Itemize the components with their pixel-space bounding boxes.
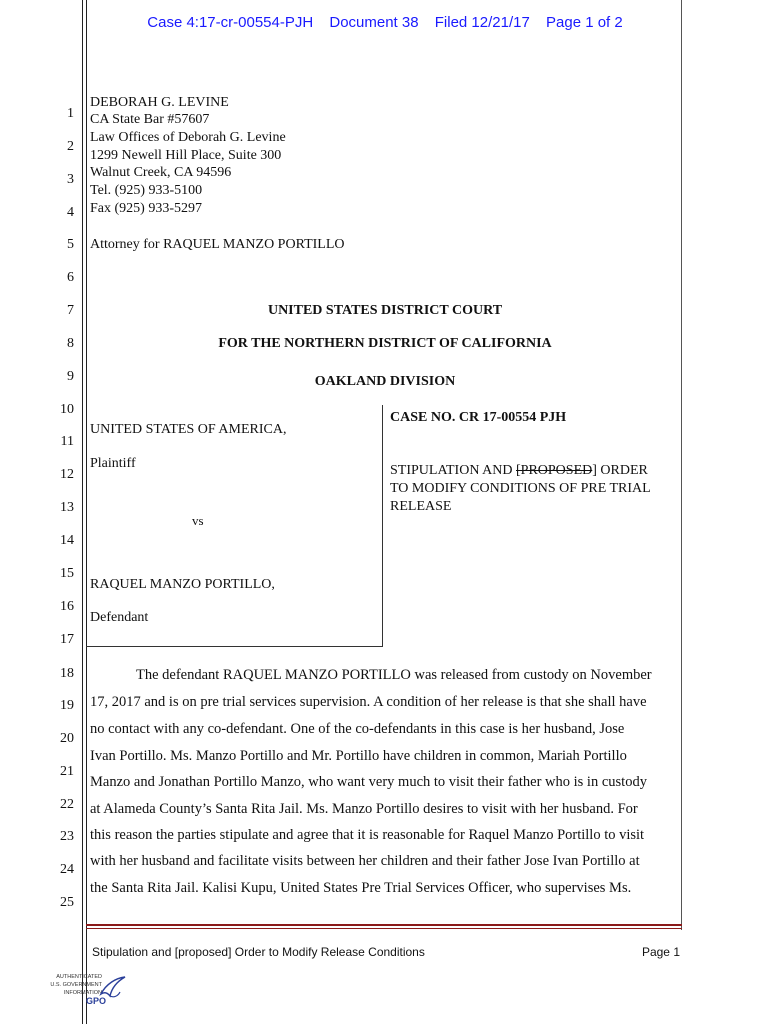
- line-number: 12: [60, 467, 74, 482]
- body-line: no contact with any co-defendant. One of the co-defendants in this case is her husband, Jose: [90, 721, 625, 737]
- body-line: at Alameda County’s Santa Rita Jail. Ms. Manzo Portillo desires to visit with her husband. For: [90, 801, 638, 817]
- title-suffix: ] ORDER: [592, 463, 648, 478]
- line-number: 24: [60, 862, 74, 877]
- line-number: 6: [67, 270, 74, 285]
- gpo-seal: [40, 972, 130, 1018]
- court-division: OAKLAND DIVISION: [314, 374, 456, 389]
- caption-rule-vertical: [382, 405, 383, 647]
- plaintiff-name: UNITED STATES OF AMERICA,: [90, 422, 287, 437]
- defendant-label: Defendant: [90, 610, 149, 625]
- gpo-line1: AUTHENTICATED: [56, 974, 102, 980]
- case-no: CASE NO. CR 17-00554 PJH: [390, 410, 567, 425]
- line-number: 9: [67, 369, 74, 384]
- footer-rule-bottom: [86, 928, 682, 929]
- defendant-name: RAQUEL MANZO PORTILLO,: [90, 577, 275, 592]
- attorney-street: 1299 Newell Hill Place, Suite 300: [90, 148, 282, 163]
- footer-rule-top: [86, 924, 682, 926]
- line-number: 21: [60, 764, 74, 779]
- plaintiff-label: Plaintiff: [90, 456, 136, 471]
- attorney-firm: Law Offices of Deborah G. Levine: [90, 130, 286, 145]
- document-title-line2: TO MODIFY CONDITIONS OF PRE TRIAL: [390, 481, 651, 496]
- document-title-line3: RELEASE: [390, 499, 452, 514]
- line-number: 25: [60, 895, 74, 910]
- attorney-city: Walnut Creek, CA 94596: [90, 165, 232, 180]
- attorney-for: Attorney for RAQUEL MANZO PORTILLO: [90, 237, 345, 252]
- line-number: 22: [60, 797, 74, 812]
- line-number: 14: [60, 533, 74, 548]
- line-number: 19: [60, 698, 74, 713]
- footer-page: Page 1: [641, 945, 680, 959]
- line-number: 2: [67, 139, 74, 154]
- line-number: 11: [60, 434, 74, 449]
- court-district: FOR THE NORTHERN DISTRICT OF CALIFORNIA: [218, 336, 552, 351]
- line-number: 23: [60, 829, 74, 844]
- document-title-line1: [390, 463, 648, 479]
- gpo-mark: GPO: [86, 996, 107, 1006]
- filed-date: Filed 12/21/17: [434, 14, 530, 31]
- line-number: 17: [60, 632, 74, 647]
- body-line: with her husband and facilitate visits between her children and their father Jose Ivan Portillo at: [90, 853, 640, 869]
- attorney-bar: CA State Bar #57607: [90, 112, 210, 127]
- line-number: 1: [67, 106, 74, 121]
- body-line: the Santa Rita Jail. Kalisi Kupu, United States Pre Trial Services Officer, who supervises Ms.: [90, 880, 632, 896]
- body-line: Manzo and Jonathan Portillo Manzo, who want very much to visit their father who is in custody: [90, 774, 647, 790]
- page-count: Page 1 of 2: [546, 14, 623, 31]
- footer-title: Stipulation and [proposed] Order to Modify Release Conditions: [92, 945, 425, 959]
- body-line: 17, 2017 and is on pre trial services supervision. A condition of her release is that she shall have: [90, 694, 647, 710]
- line-number: 18: [60, 666, 74, 681]
- line-number: 20: [60, 731, 74, 746]
- line-number: 5: [67, 237, 74, 252]
- document-number: Document 38: [329, 14, 419, 31]
- attorney-tel: Tel. (925) 933-5100: [90, 183, 203, 198]
- margin-rule-right: [681, 0, 682, 930]
- body-line: The defendant RAQUEL MANZO PORTILLO was released from custody on November: [136, 667, 652, 683]
- margin-rule-left-inner: [86, 0, 87, 1024]
- margin-rule-left: [82, 0, 83, 1024]
- line-number: 7: [67, 303, 74, 318]
- line-number: 10: [60, 402, 74, 417]
- line-number: 8: [67, 336, 74, 351]
- title-prefix: STIPULATION AND: [390, 463, 516, 478]
- line-number: 13: [60, 500, 74, 515]
- body-line: this reason the parties stipulate and agree that it is reasonable for Raquel Manzo Portillo to visit: [90, 827, 645, 843]
- court-name: UNITED STATES DISTRICT COURT: [267, 303, 503, 318]
- title-struck: [PROPOSED: [516, 463, 593, 478]
- line-number: 3: [67, 172, 74, 187]
- line-number: 16: [60, 599, 74, 614]
- ecf-header: [0, 14, 770, 31]
- line-number: 15: [60, 566, 74, 581]
- caption-rule-bottom: [86, 646, 383, 647]
- line-number: 4: [67, 205, 74, 220]
- attorney-fax: Fax (925) 933-5297: [90, 201, 202, 216]
- versus: vs: [192, 513, 204, 528]
- gpo-line2: U.S. GOVERNMENT: [50, 982, 102, 988]
- body-line: Ivan Portillo. Ms. Manzo Portillo and Mr. Portillo have children in common, Mariah Portillo: [90, 748, 627, 764]
- attorney-name: DEBORAH G. LEVINE: [90, 95, 229, 110]
- case-number: Case 4:17-cr-00554-PJH: [147, 14, 314, 31]
- gpo-line3: INFORMATION: [63, 990, 102, 996]
